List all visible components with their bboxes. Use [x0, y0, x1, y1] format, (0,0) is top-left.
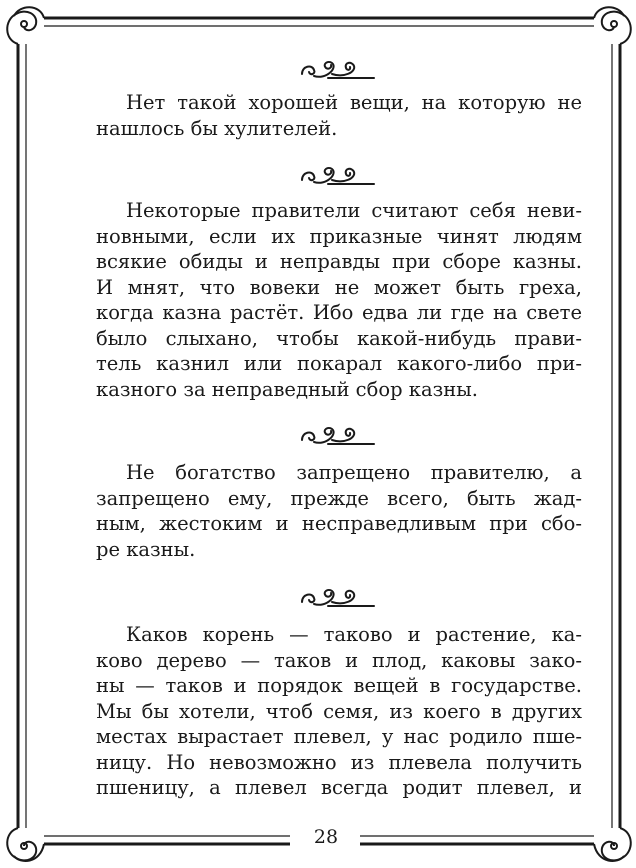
- paragraph-line: Нет такой хорошей вещи, на которую не: [126, 91, 582, 114]
- paragraph-line: нашлось бы хулителей.: [96, 116, 338, 140]
- paragraph-line: Мы бы хотели, чтоб семя, из коего в других: [96, 699, 582, 723]
- paragraph-line: Некоторые правители считают себя неви-: [126, 199, 582, 222]
- paragraph-line: тель казнил или покарал какого-либо при-: [96, 352, 582, 375]
- paragraph-4: [96, 622, 582, 801]
- paragraph-line: ницу. Но невозможно из плевела получить: [96, 750, 582, 774]
- paragraph-line: новными, если их приказные чинят людям: [96, 224, 582, 248]
- swirl-ornament-icon: [298, 424, 378, 448]
- page-number: 28: [313, 826, 339, 848]
- swirl-ornament-icon: [298, 586, 378, 610]
- paragraph-3: [96, 460, 582, 562]
- swirl-ornament-icon: [298, 58, 378, 82]
- paragraph-line: ны — таков и порядок вещей в государстве.: [96, 674, 582, 697]
- paragraph-line: было слыхано, чтобы какой-нибудь прави-: [96, 326, 582, 350]
- paragraph-line: местах вырастает плевел, у нас родило пше-: [96, 725, 582, 748]
- swirl-ornament-icon: [298, 164, 378, 188]
- paragraph-line: ным, жестоким и несправедливым при сбо-: [96, 512, 582, 535]
- paragraph-line: И мнят, что вовеки не может быть греха,: [96, 275, 582, 299]
- paragraph-line: Каков корень — таково и растение, ка-: [126, 623, 582, 646]
- paragraph-line: всякие обиды и неправды при сборе казны.: [96, 250, 582, 273]
- paragraph-line: когда казна растёт. Ибо едва ли где на свете: [96, 301, 582, 324]
- paragraph-line: запрещено ему, прежде всего, быть жад-: [96, 486, 582, 510]
- paragraph-1: [96, 90, 582, 141]
- paragraph-line: ре казны.: [96, 537, 196, 561]
- paragraph-line: казного за неправедный сбор казны.: [96, 377, 478, 401]
- paragraph-line: пшеницу, а плевел всегда родит плевел, и: [96, 776, 582, 799]
- paragraph-2: [96, 198, 582, 402]
- paragraph-line: Не богатство запрещено правителю, а: [126, 461, 582, 484]
- paragraph-line: ково дерево — таков и плод, каковы зако-: [96, 648, 582, 672]
